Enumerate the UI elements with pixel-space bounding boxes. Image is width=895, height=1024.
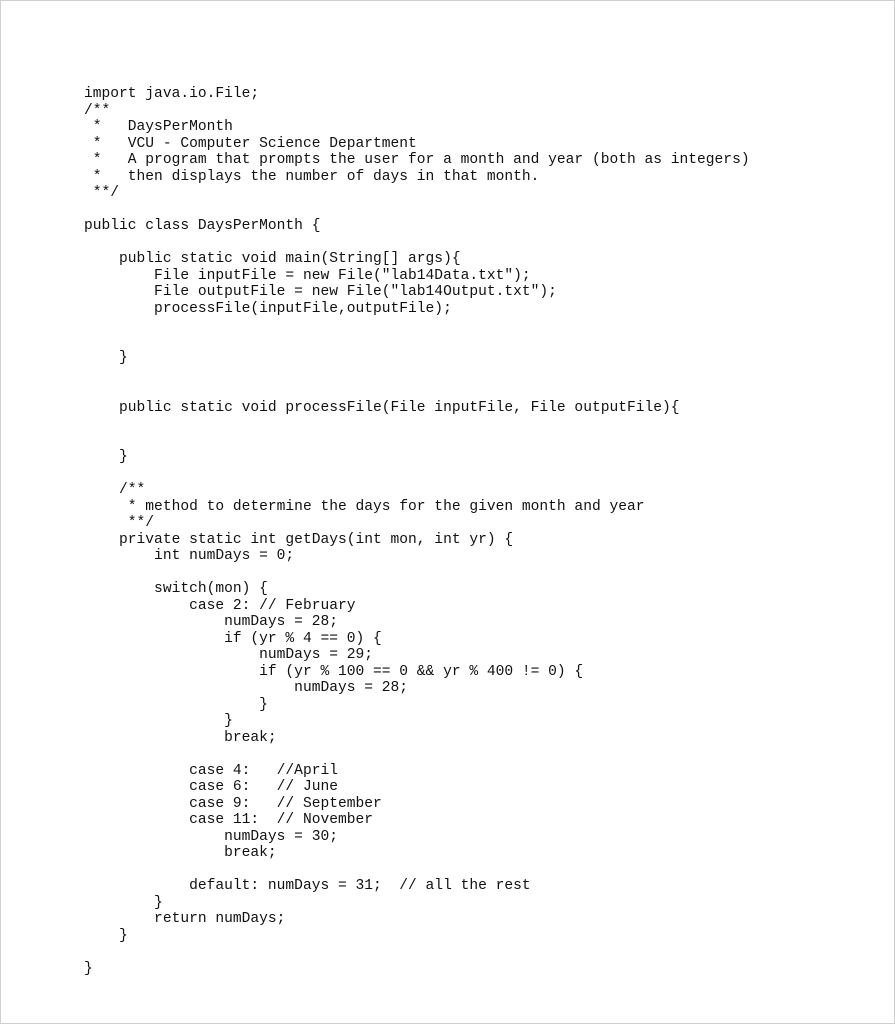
code-line: File outputFile = new File("lab14Output.txt"); [84,284,557,300]
code-line: case 11: // November [84,812,374,828]
code-line: break; [84,729,277,746]
code-line [84,746,750,763]
code-line [84,202,750,219]
code-line: switch(mon) { [84,581,268,597]
code-line: if (yr % 100 == 0 && yr % 400 != 0) { [84,663,584,680]
code-line: * then displays the number of days in that month. [84,168,540,185]
code-line: } [84,894,163,911]
code-line: if (yr % 4 == 0) { [84,630,382,647]
code-line: **/ [84,515,155,531]
code-line [84,466,750,483]
code-line: } [84,927,128,944]
code-line: **/ [84,185,120,201]
code-line: } [84,713,233,729]
code-line: File inputFile = new File("lab14Data.txt"); [84,267,531,284]
code-line: * VCU - Computer Science Department [84,135,417,152]
code-line: case 2: // February [84,597,356,614]
code-line [84,433,750,450]
code-line: public class DaysPerMonth { [84,218,321,234]
code-line: } [84,696,268,713]
code-line: case 4: //April [84,762,338,779]
code-line: * method to determine the days for the given month and year [84,498,645,515]
code-line: public static void processFile(File inputFile, File outputFile){ [84,399,680,416]
code-line [84,565,750,582]
code-line: } [84,350,128,366]
code-line: numDays = 30; [84,828,338,845]
code-line: break; [84,845,277,861]
code-line: processFile(inputFile,outputFile); [84,300,452,317]
code-line: case 6: // June [84,779,338,795]
code-line [84,317,750,334]
code-line: default: numDays = 31; // all the rest [84,878,531,894]
code-line: numDays = 28; [84,680,409,696]
code-line: return numDays; [84,911,286,927]
code-line: * DaysPerMonth [84,119,233,135]
code-line: numDays = 29; [84,647,374,663]
code-line [84,416,750,433]
code-line: import java.io.File; [84,86,260,102]
code-line: /** [84,482,146,498]
code-line: public static void main(String[] args){ [84,251,461,267]
code-line: numDays = 28; [84,614,338,630]
java-source-code [84,86,750,977]
code-line: * A program that prompts the user for a month and year (both as integers) [84,152,750,168]
code-line [84,862,750,879]
code-line [84,235,750,252]
code-line: private static int getDays(int mon, int yr) { [84,531,514,548]
code-line: int numDays = 0; [84,548,295,564]
code-line: case 9: // September [84,795,382,812]
code-line: /** [84,102,111,119]
code-line [84,334,750,351]
code-line: } [84,449,128,465]
code-line [84,367,750,384]
code-line [84,383,750,400]
code-line [84,944,750,961]
code-line: } [84,960,93,977]
